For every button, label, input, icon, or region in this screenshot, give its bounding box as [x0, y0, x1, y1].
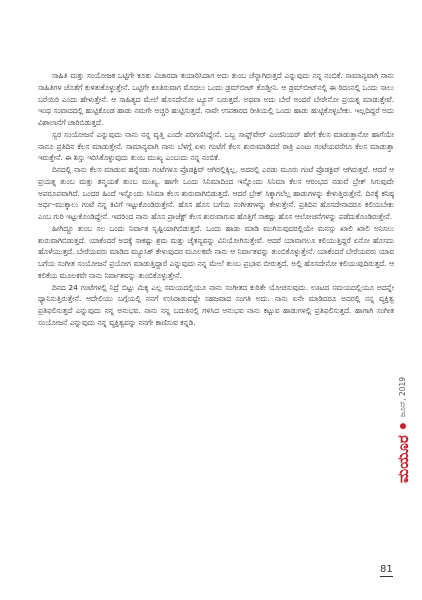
running-footer [388, 300, 418, 560]
page-number: 81 [380, 564, 393, 575]
issue-date: ಜೂನ್, 2019 [398, 376, 407, 418]
paragraph: ಹೀಗಿದ್ದೂ ತುಂಬ ಸಲ ಒಂದು ನಿರ್ವಾತ ಸೃಷ್ಟಿಯಾಗಿಬಿಡುತ್ತದೆ. ಒಂದು ಹಾಡು ಮಾಡಿ ಮುಗಿಸುವುದರಲ್ಲಿಯೇ ಮನಸ್ಸು ಖಾಲಿ ಖಾಲಿ ಅನಿಸಲು ಶುರುವಾಗಿಬಿಡುತ್ತದೆ. ಯಾಕೆಂದರೆ ಅದಕ್ಕೆ ಸಾಕಷ್ಟು ಶ್ರಮ ಮತ್ತು ಚೈತನ್ಯವನ್ನು ವಿನಿಯೋಗಿಸುತ್ತೇವೆ. ಆದರೆ ಯಾವಾಗಲೂ ಕಲಿಯುತ್ತಿದ್ದರೆ ಏನೋ ಹೊಸದು ಹೊಳೆಯುತ್ತದೆ. ಬೇರೆಯವರು ಮಾಡಿದ ಮ್ಯೂಸಿಕ್ ಕೇಳುವುದರ ಮೂಲಕವೇ ನಾನು ಆ ನಿರ್ವಾತವನ್ನು ತುಂಬಿಕೊಳ್ಳುತ್ತೇನೆ. ಯಾಕೆಂದರೆ ಬೇರೆಯವರು ಯಾವ ಬಗೆಯ ಸಂಗೀತ ಸಂಯೋಜನೆ ಪ್ರಯೋಗ ಮಾಡುತ್ತಿದ್ದಾರೆ ಎನ್ನುವುದು ನನ್ನ ಮೇಲೆ ತುಂಬ ಪ್ರಭಾವ ಬೀರುತ್ತದೆ. ಅಲ್ಲಿ ಹೊಸದೇನೋ ಕಲಿಯುವುದಿರುತ್ತದೆ. ಆ ಕಲಿಕೆಯ ಮೂಲಕವೇ ನಾನು ನಿರ್ವಾತವನ್ನು ತುಂಬಿಕೊಳ್ಳುತ್ತೇನೆ. [38, 223, 394, 280]
article-body [38, 70, 394, 329]
magazine-title: ಮಯೂರ [394, 435, 412, 484]
paragraph: ದಿನದಲ್ಲಿ ನಾನು ಕೆಲಸ ಮಾಡುವ ಹನ್ನೆರಡು ಗಂಟೆಗಳೂ ಪ್ರೊಡಕ್ಟಿವ್ ಆಗಿರಲ್ಲಿಕ್ಕಿಲ್ಲ. ಅದರಲ್ಲಿ ಎರಡು ಮೂರು ಗಂಟೆ ಪ್ರೊಡಕ್ಟಿವ್ ಆಗಿರುತ್ತವೆ. ಆದರೆ ಆ ಪ್ರಯತ್ನ ತುಂಬ ಮತ್ತು ತನ್ಮಯತೆ ತುಂಬ ಮುಖ್ಯ. ಹಾಗೇ ಒಂದು ಸಿನಿಮಾದಿಂದ ಇನ್ನೊಂದು ಸಿನಿಮಾ ಕೆಲಸ ಆರಂಭದ ನಡುವೆ ಬ್ರೇಕ್ ಸಿಗುವುದೇ ಅಪರೂಪವಾಗಿದೆ. ಒಂದರ ಹಿಂದೆ ಇನ್ನೊಂದು ಸಿನಿಮಾ ಕೆಲಸ ಶುರುವಾಗಿಬಿಡುತ್ತದೆ. ಆದರೆ ಬ್ರೇಕ್ ಸಿಕ್ಕಾಗಲೆಲ್ಲ ಹಾಡುಗಳನ್ನು ಕೇಳುತ್ತಿರುತ್ತೇನೆ. ದಿನಕ್ಕೆ ಕನಿಷ್ಠ ಅರ್ಧ–ಮುಕ್ಕಾಲು ಗಂಟೆ ನನ್ನ ಕಿವಿಗೆ ಇಟ್ಟುಕೊಂಡಿರುತ್ತೇನೆ. ಹೊಸ ಹೊಸ ಬಗೆಯ ಸಂಗೀತಗಳನ್ನು ಕೇಳುತ್ತೇನೆ. ಪ್ರತಿದಿನ ಹೊಸದೇನಾದರೂ ಕಲಿಯಬೇಕು ಎಂಬ ಗುರಿ ಇಟ್ಟುಕೊಂಡಿದ್ದೇನೆ. ಇದರಿಂದ ನಾನು ಹೊಸ ಪ್ರಾಜೆಕ್ಟ್ ಕೆಲಸ ಶುರುವಾಗುವ ಹೊತ್ತಿಗೆ ಸಾಕಷ್ಟು ಹೊಸ ಆಲೋಚನೆಗಳನ್ನು ಪಡೆದುಕೊಂಡಿರುತ್ತೇನೆ. [38, 165, 394, 221]
paragraph: ಸಾಹಿತಿ ಮತ್ತು ಸಂಯೋಜಕ ಒಟ್ಟಿಗೇ ಕೂತು ವಿಚಾರದಾ ತಯಾರಿಸಿದಾಗ ಅದು ತುಂಬ ಚೆನ್ನಾಗಿರುತ್ತದೆ ಎನ್ನುವುದು ನನ್ನ ನಂಬಿಕೆ. ಸಾಮಾನ್ಯವಾಗಿ ನಾನು ಸಾಹಿತಿಗಳ ಜೊತೆಗೆ ಕುಳಿತುಕೊಳ್ಳುತ್ತೇನೆ. ಒಟ್ಟಿಗೇ ಕೂತಿರುವಾಗ ಮೊದಲು ಒಂದು ಡ್ರಮ್‌ಬೀಟ್ ಕೊಡ್ತೀನಿ. ಆ ಡ್ರಮ್‌ಬೀಟ್‌ನಲ್ಲಿ ಈ ರಿದಂನಲ್ಲಿ ಒಂದು ಸಾಲು ಬರೆಯಿರಿ ಎಂದು ಹೇಳುತ್ತೇನೆ. ಆ ಸಾಹಿತ್ಯದ ಮೇಲೆ ಹೊಸದೇನೋ ಟ್ಯೂನ್ ಬರುತ್ತದೆ. ಅಥವಾ ಅದು ಬೇರೆ ಅಂದರೆ ಬೇರೇನೋ ಪ್ರಯತ್ನ ಮಾಡುತ್ತೇವೆ. ಇಂಥ ಸಂವಾದದಲ್ಲಿ ಹುಟ್ಟಿಕೊಂಡ ಹಾಡು ನಮಗೇ ಅಚ್ಚರಿ ಹುಟ್ಟಿಸುತ್ತದೆ. ನಾವೇ ಉಪಕಾರದ ರೀತಿಯಲ್ಲಿ ಒಂದು ಹಾಡು ಹುಟ್ಟಿಕೊಳ್ಳಬೇಕು. ಇಲ್ಲದಿದ್ದರೆ ಅದು ವಿಶಾಲಾನೆಗೆ ಜಾರಿಬಿಡುತ್ತದೆ. [38, 71, 394, 127]
paragraph: ದಿನದ 24 ಗಂಟೆಗಳಲ್ಲಿ ನಿದ್ರೆ ಬಿಟ್ಟು ಮಿಕ್ಕ ಎಲ್ಲ ಸಮಯದಲ್ಲಿಯೂ ನಾನು ಸಂಗೀತದ ಕುರಿತೇ ಯೋಚಿಸುವುದು. ಊಟದ ಸಮಯದಲ್ಲಿಯೂ ಅದನ್ನೇ ಧ್ಯಾನಿಸುತ್ತಿರುತ್ತೇನೆ. ಆದೇಲಿಯು ಬಗ್ಗೆಯಲ್ಲಿ ನನಗೆ ಉಸಿರಾಡುವಷ್ಟೇ ಸಹಜವಾದ ಸಂಗತಿ ಅದು. ನಾನು ಏನೇ ಮಾಡಿದರೂ ಅದರಲ್ಲಿ ನನ್ನ ವ್ಯಕ್ತಿತ್ವ ಪ್ರತಿಫಲಿಸುತ್ತದೆ ಎನ್ನುವುದು ನನ್ನ ಅನುಭವ. ನಾನು ನನ್ನ ಬದುಕಿನಲ್ಲಿ ಗಳಿಸಿದ ಅನುಭವ ನಾನು ಕಟ್ಟುವ ಹಾಡುಗಳಲ್ಲಿ ಪ್ರತಿಫಲಿಸುತ್ತದೆ. ಹಾಗಾಗಿ ಸಂಗೀತ ಸಂಯೋಜನೆ ಎನ್ನುವುದು ನನ್ನ ವ್ಯಕ್ತಿತ್ವವನ್ನು ನನಗೇ ಕಾಣಿಸುವ ಕನ್ನಡಿ. [38, 282, 394, 327]
separator-dot-icon [400, 423, 406, 429]
paragraph: ಸ್ವರ ಸಂಯೋಜನೆ ಎನ್ನುವುದು ನಾನು ನನ್ನ ವೃತ್ತಿ ಎಂದೇ ಪರಿಗಣಿಸಿದ್ದೇನೆ. ಒಬ್ಬ ಸಾಫ್ಟ್‌ವೇರ್ ಎಂಜಿನಿಯರ್ ಹೇಗೆ ಕೆಲಸ ಮಾಡುತ್ತಾನೋ ಹಾಗೆಯೇ ನಾನೂ ಪ್ರತಿದಿನ ಕೆಲಸ ಮಾಡುತ್ತೇನೆ. ಸಾಮಾನ್ಯವಾಗಿ ನಾನು ಬೆಳಗ್ಗೆ ಏಳು ಗಂಟೆಗೆ ಕೆಲಸ ಶುರುಮಾಡಿದರೆ ರಾತ್ರಿ ಎಂಟು ಗಂಟೆಯವರೆಗೂ ಕೆಲಸ ಮಾಡುತ್ತಾ ಇರುತ್ತೇನೆ. ಈ ಶಿಸ್ತು ಇರಿಸಿಕೊಳ್ಳುವುದು ತುಂಬ ಮುಖ್ಯ ಎಂಬುದು ನನ್ನ ನಂಬಿಕೆ. [38, 129, 394, 163]
